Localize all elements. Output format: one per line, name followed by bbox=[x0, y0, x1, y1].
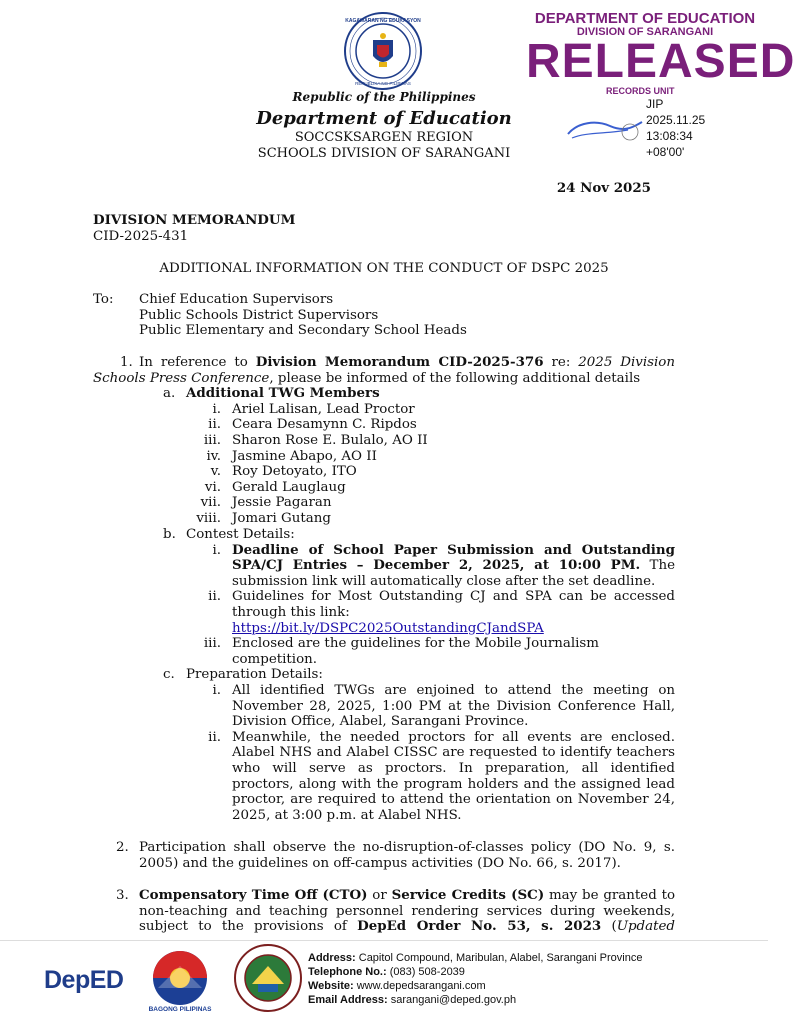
address-value: Capitol Compound, Maribulan, Alabel, Sarangani Province bbox=[355, 952, 643, 964]
website-value: www.depedsarangani.com bbox=[353, 980, 486, 992]
memo-subject: ADDITIONAL INFORMATION ON THE CONDUCT OF DSPC 2025 bbox=[159, 261, 609, 276]
outstanding-cj-spa-link[interactable]: https://bit.ly/DSPC2025OutstandingCJandSPA bbox=[232, 620, 544, 636]
deped-logo bbox=[44, 966, 128, 1000]
c-i-line-2: November 28, 2025, 1:00 PM at the Division Conference Hall, bbox=[232, 698, 675, 714]
email-value: sarangani@deped.gov.ph bbox=[387, 994, 517, 1006]
bagong-pilipinas-logo bbox=[144, 948, 216, 1018]
c-ii-line-4: proctors, along with the program holders and the assigned lead bbox=[232, 776, 675, 792]
twg-item-name: Sharon Rose E. Bulalo, AO II bbox=[232, 433, 428, 448]
p1-line-2 bbox=[93, 371, 675, 387]
telephone-value: (083) 508-2039 bbox=[386, 966, 465, 978]
item-a-title: Additional TWG Members bbox=[186, 385, 380, 402]
stamp-unit: RECORDS UNIT bbox=[606, 86, 675, 96]
footer-email bbox=[308, 993, 516, 1007]
p1-text-c: re: bbox=[543, 355, 579, 370]
p1-line-1 bbox=[139, 355, 675, 371]
stamp-time: 13:08:34 bbox=[646, 129, 693, 143]
memo-type: DIVISION MEMORANDUM bbox=[93, 212, 296, 228]
item-b-title: Contest Details: bbox=[186, 527, 295, 542]
p2-number: 2. bbox=[116, 840, 129, 855]
twg-item-name: Ariel Lalisan, Lead Proctor bbox=[232, 401, 415, 417]
twg-item-number: vii. bbox=[200, 495, 221, 511]
twg-item-number: vi. bbox=[204, 479, 221, 495]
stamp-released: RELEASED bbox=[526, 35, 795, 88]
twg-item-number: viii. bbox=[196, 511, 221, 526]
twg-item-number: i. bbox=[212, 401, 221, 417]
deped-logo-text: DepED bbox=[44, 966, 124, 994]
b-ii-line-2: through this link: bbox=[232, 605, 350, 620]
p1-memo-ref: Division Memorandum CID-2025-376 bbox=[255, 354, 544, 370]
c-ii-line-3: who will serve as proctors. In preparation, all identified bbox=[232, 761, 675, 776]
b-ii-number: ii. bbox=[208, 589, 221, 605]
twg-item-name: Gerald Lauglaug bbox=[232, 479, 346, 495]
twg-item-name: Jomari Gutang bbox=[232, 511, 331, 526]
p3-line-3 bbox=[139, 919, 675, 935]
p3-number: 3. bbox=[116, 888, 129, 903]
b-i-the: The bbox=[640, 558, 675, 574]
twg-item-name: Jessie Pagaran bbox=[232, 495, 332, 511]
footer-telephone bbox=[308, 965, 465, 979]
twg-item-name: Jasmine Abapo, AO II bbox=[232, 448, 377, 464]
b-i-line-2 bbox=[232, 558, 675, 574]
republic-text: Republic of the Philippines bbox=[292, 90, 476, 104]
p3-text-3a: subject to the provisions of bbox=[139, 919, 358, 935]
b-i-line-1: Deadline of School Paper Submission and Outstanding bbox=[232, 541, 675, 558]
email-label: Email Address: bbox=[308, 994, 388, 1006]
b-iii-line-2: competition. bbox=[232, 651, 318, 667]
recipient: Public Schools District Supervisors bbox=[139, 307, 379, 323]
stamp-signature bbox=[566, 112, 646, 146]
stamp-division: DIVISION OF SARANGANI bbox=[576, 26, 714, 38]
p1-text-a: In reference to bbox=[139, 355, 256, 370]
twg-item-number: iv. bbox=[206, 448, 221, 464]
seal-text-bottom: REPUBLIKA NG PILIPINAS bbox=[355, 81, 411, 86]
c-ii-line-1: Meanwhile, the needed proctors for all events are enclosed. bbox=[232, 729, 675, 745]
division-text: SCHOOLS DIVISION OF SARANGANI bbox=[257, 146, 511, 161]
twg-item-name: Roy Detoyato, ITO bbox=[232, 464, 357, 480]
b-ii-line-1: Guidelines for Most Outstanding CJ and SPA can be accessed bbox=[232, 589, 675, 605]
footer-divider bbox=[0, 940, 768, 941]
p1-text-e: Schools Press Conference bbox=[93, 370, 270, 386]
website-label: Website: bbox=[308, 980, 354, 992]
stamp-date: 2025.11.25 bbox=[646, 113, 706, 127]
p3-sc: Service Credits (SC) bbox=[391, 887, 545, 903]
address-label: Address: bbox=[308, 952, 356, 964]
p1-number: 1. bbox=[120, 355, 133, 370]
twg-item-name: Ceara Desamynn C. Ripdos bbox=[232, 417, 417, 433]
recipient: Chief Education Supervisors bbox=[139, 292, 334, 307]
p3-cto: Compensatory Time Off (CTO) bbox=[139, 887, 368, 903]
c-i-number: i. bbox=[212, 683, 221, 698]
memo-number: CID-2025-431 bbox=[93, 229, 189, 244]
stamp-dept: DEPARTMENT OF EDUCATION bbox=[534, 10, 756, 27]
b-iii-number: iii. bbox=[203, 636, 221, 652]
stamp-initials: JIP bbox=[646, 97, 664, 111]
twg-item-number: v. bbox=[210, 464, 221, 480]
p3-updated: Updated bbox=[616, 919, 675, 935]
item-c-label: c. bbox=[163, 667, 175, 683]
c-ii-number: ii. bbox=[208, 729, 221, 745]
p3-text-3c: ( bbox=[601, 919, 617, 935]
division-seal bbox=[234, 944, 302, 1012]
b-iii-line-1: Enclosed are the guidelines for the Mobile Journalism bbox=[232, 636, 599, 652]
footer-website bbox=[308, 979, 486, 993]
c-ii-line-2: Alabel NHS and Alabel CISSC are requested to identify teachers bbox=[232, 745, 675, 761]
p2-line-1: Participation shall observe the no-disruption-of-classes policy (DO No. 9, s. bbox=[139, 840, 675, 855]
item-a-label: a. bbox=[163, 386, 176, 402]
b-i-number: i. bbox=[212, 542, 221, 558]
seal-text-top: KAGAWARAN NG EDUKASYON bbox=[345, 18, 421, 24]
twg-item-number: iii. bbox=[203, 433, 221, 448]
department-title: Department of Education bbox=[256, 108, 512, 129]
region-text: SOCCSKSARGEN REGION bbox=[294, 130, 474, 145]
to-label: To: bbox=[93, 292, 114, 307]
telephone-label: Telephone No.: bbox=[308, 966, 387, 978]
item-c-title: Preparation Details: bbox=[186, 667, 323, 683]
c-i-line-3: Division Office, Alabel, Sarangani Province. bbox=[232, 714, 529, 730]
p3-line-1 bbox=[139, 888, 675, 904]
c-i-line-1: All identified TWGs are enjoined to attend the meeting on bbox=[232, 683, 675, 698]
p1-text-d: 2025 Division bbox=[578, 355, 675, 370]
deped-seal bbox=[344, 12, 422, 90]
stamp-timezone: +08'00' bbox=[646, 145, 685, 159]
c-ii-line-5: proctor, are required to attend the orientation on November 24, bbox=[232, 792, 675, 808]
bagong-pilipinas-text: BAGONG PILIPINAS bbox=[148, 1006, 212, 1013]
p1-text-f: , please be informed of the following additional details bbox=[269, 370, 641, 386]
item-b-label: b. bbox=[163, 527, 176, 542]
p3-line-2: non-teaching and teaching personnel rendering services during weekends, bbox=[139, 903, 675, 919]
recipient: Public Elementary and Secondary School Heads bbox=[139, 323, 467, 339]
b-i-line-3: submission link will automatically close after the set deadline. bbox=[232, 573, 656, 589]
p2-line-2: 2005) and the guidelines on off-campus activities (DO No. 66, s. 2017). bbox=[139, 855, 621, 871]
b-i-deadline: SPA/CJ Entries – December 2, 2025, at 10:00 PM. bbox=[232, 557, 641, 574]
p3-or: or bbox=[367, 888, 392, 903]
c-ii-line-6: 2025, at 3:00 p.m. at Alabel NHS. bbox=[232, 807, 462, 823]
memo-date: 24 Nov 2025 bbox=[556, 180, 651, 196]
footer-address bbox=[308, 951, 642, 965]
p3-deped-order: DepEd Order No. 53, s. 2023 bbox=[357, 918, 602, 935]
twg-item-number: ii. bbox=[208, 417, 221, 433]
p3-text-d: may be granted to bbox=[544, 888, 676, 903]
